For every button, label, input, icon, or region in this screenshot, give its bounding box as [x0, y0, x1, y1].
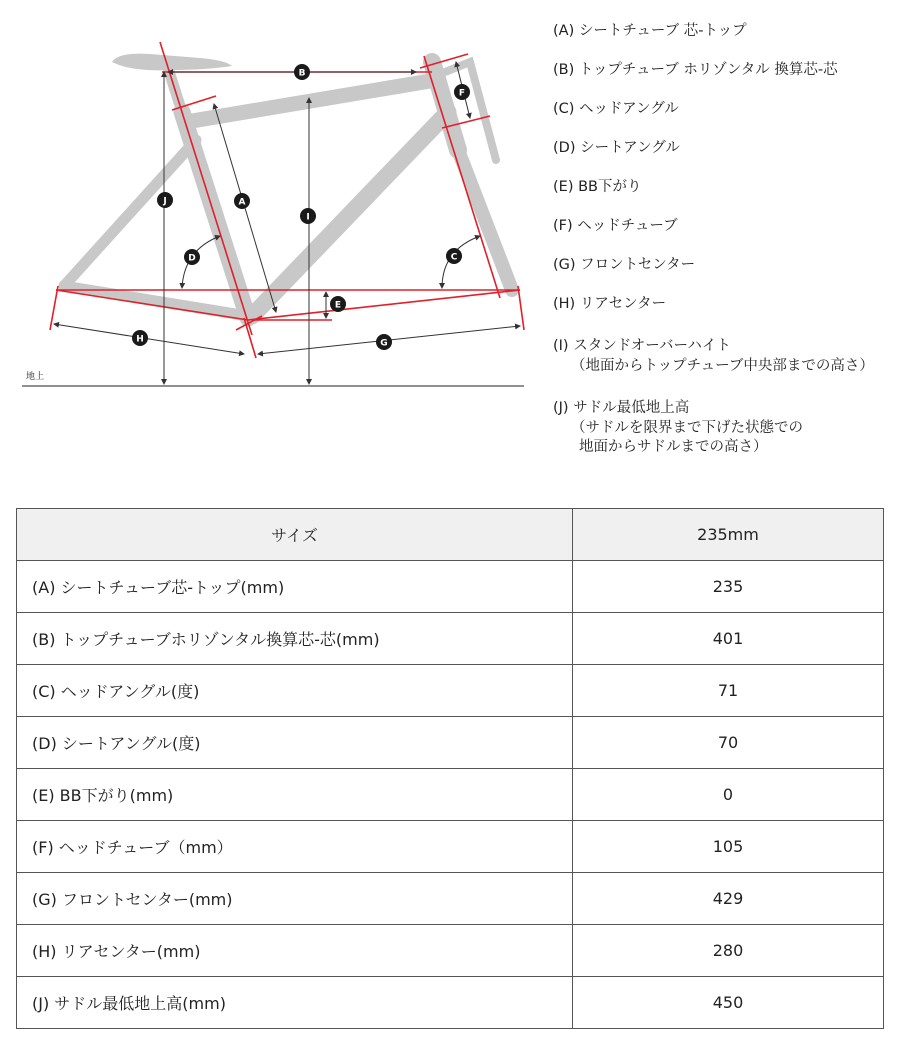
legend-item-a	[553, 22, 898, 61]
svg-text:C: C	[450, 252, 458, 263]
legend-text: (J) サドル最低地上高	[553, 400, 690, 416]
legend-text: (A) シートチューブ 芯-トップ	[553, 23, 747, 39]
legend-text: (F) ヘッドチューブ	[553, 218, 678, 234]
legend-text: (H) リアセンター	[553, 296, 667, 312]
table-row	[17, 977, 884, 1029]
front-center-line	[248, 290, 520, 320]
legend-text: (G) フロントセンター	[553, 257, 696, 273]
row-value: 280	[573, 925, 884, 977]
size-header-value: 235mm	[573, 509, 884, 561]
svg-text:I: I	[306, 212, 310, 223]
row-value: 105	[573, 821, 884, 873]
row-value: 71	[573, 665, 884, 717]
marker-j	[157, 192, 173, 208]
legend-text: (B) トップチューブ ホリゾンタル 換算芯-芯	[553, 62, 838, 78]
legend-subtext: （地面からトップチューブ中央部までの高さ）	[571, 357, 874, 374]
geometry-spec-table	[16, 508, 884, 1029]
svg-text:F: F	[458, 88, 466, 99]
table-row	[17, 925, 884, 977]
row-label: (J) サドル最低地上高(mm)	[17, 977, 573, 1029]
legend-item-f	[553, 217, 898, 256]
table-row	[17, 561, 884, 613]
marker-h	[132, 330, 148, 346]
row-label: (F) ヘッドチューブ（mm）	[17, 821, 573, 873]
svg-text:G: G	[380, 338, 388, 349]
legend-text: (E) BB下がり	[553, 179, 642, 195]
legend-item-b	[553, 61, 898, 100]
row-value: 401	[573, 613, 884, 665]
legend-text: (D) シートアングル	[553, 140, 680, 156]
legend-subtext: （サドルを限界まで下げた状態での	[571, 419, 803, 436]
dim-h	[54, 324, 244, 354]
table-header-row	[17, 509, 884, 561]
row-label: (E) BB下がり(mm)	[17, 769, 573, 821]
legend-item-e	[553, 178, 898, 217]
row-label: (G) フロントセンター(mm)	[17, 873, 573, 925]
row-value: 235	[573, 561, 884, 613]
marker-a	[234, 193, 250, 209]
row-value: 429	[573, 873, 884, 925]
frame-geometry-diagram	[0, 0, 540, 400]
svg-text:J: J	[163, 196, 167, 207]
row-label: (C) ヘッドアングル(度)	[17, 665, 573, 717]
svg-text:E: E	[334, 300, 342, 311]
legend-item-h	[553, 295, 898, 337]
measure-lines	[50, 42, 524, 358]
svg-text:D: D	[188, 253, 196, 264]
marker-i	[300, 208, 316, 224]
marker-g	[376, 334, 392, 350]
marker-f	[454, 84, 470, 100]
table-row	[17, 769, 884, 821]
top-tube	[186, 80, 436, 122]
table-row	[17, 665, 884, 717]
table-row	[17, 613, 884, 665]
marker-c	[446, 248, 462, 264]
row-label: (B) トップチューブホリゾンタル換算芯-芯(mm)	[17, 613, 573, 665]
legend-subtext: 地面からサドルまでの高さ）	[579, 439, 768, 455]
svg-text:B: B	[298, 68, 306, 79]
fork	[458, 150, 512, 290]
svg-text:A: A	[238, 197, 246, 208]
bike-frame	[64, 54, 512, 318]
table-row	[17, 821, 884, 873]
row-value: 0	[573, 769, 884, 821]
seat-tube-axis	[160, 42, 252, 335]
front-axle-tick	[518, 286, 524, 330]
legend-item-j	[553, 399, 898, 461]
svg-text:H: H	[136, 334, 144, 345]
down-tube	[252, 112, 448, 316]
row-label: (A) シートチューブ芯-トップ(mm)	[17, 561, 573, 613]
legend-item-i	[553, 337, 898, 399]
rear-axle-tick	[50, 286, 58, 330]
legend-text: (C) ヘッドアングル	[553, 101, 679, 117]
arc-c	[442, 236, 480, 288]
row-value: 70	[573, 717, 884, 769]
row-label: (D) シートアングル(度)	[17, 717, 573, 769]
row-value: 450	[573, 977, 884, 1029]
diagram-svg	[0, 0, 540, 400]
table-row	[17, 717, 884, 769]
marker-e	[330, 296, 346, 312]
ground-label: 地上	[26, 372, 45, 382]
legend-text: (I) スタンドオーバーハイト	[553, 338, 731, 354]
geometry-legend	[553, 22, 898, 461]
row-label: (H) リアセンター(mm)	[17, 925, 573, 977]
size-header-label: サイズ	[17, 509, 573, 561]
marker-b	[294, 64, 310, 80]
legend-item-c	[553, 100, 898, 139]
marker-d	[184, 249, 200, 265]
table-row	[17, 873, 884, 925]
legend-item-g	[553, 256, 898, 295]
seat-stay	[64, 140, 196, 286]
rear-center-line	[56, 290, 248, 320]
legend-item-d	[553, 139, 898, 178]
